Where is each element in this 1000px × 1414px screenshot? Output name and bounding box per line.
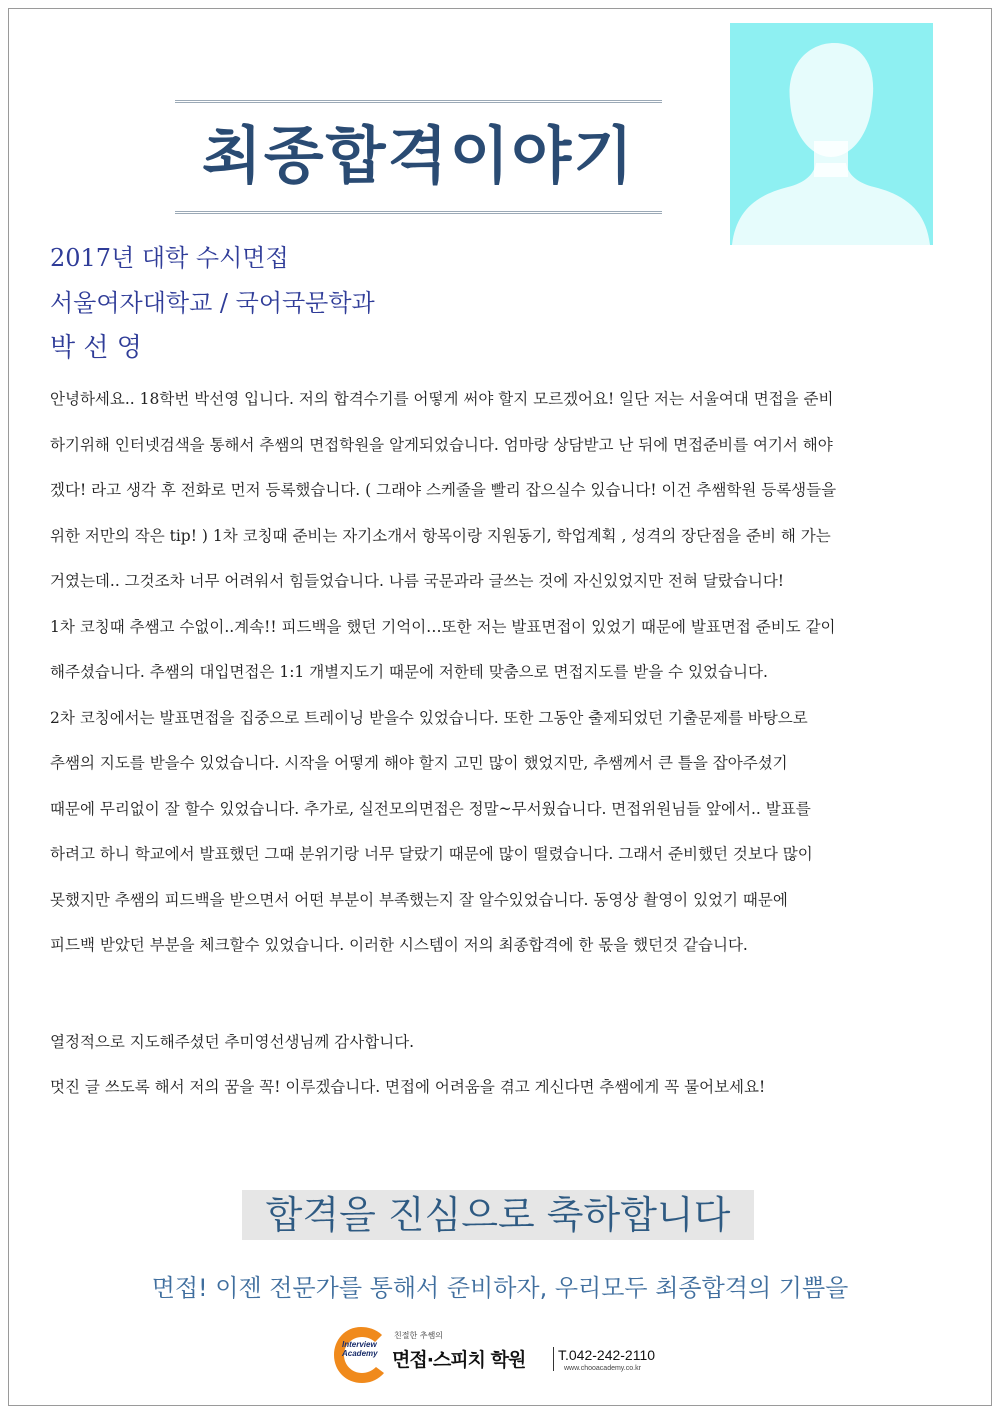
- footer-tagline: 친절한 추쌤의: [394, 1331, 443, 1340]
- story-line: 2차 코칭에서는 발표면접을 집중으로 트레이닝 받을수 있었습니다. 또한 그동안 출제되었던 기출문제를 바탕으로: [50, 708, 808, 727]
- thanks-line: 멋진 글 쓰도록 해서 저의 꿈을 꼭! 이루겠습니다. 면접에 어려움을 겪고 게신다면 추쌤에게 꼭 물어보세요!: [50, 1078, 766, 1096]
- story-line: 1차 코칭때 추쌤고 수없이..계속!! 피드백을 했던 기억이…또한 저는 발표면접이 있었기 때문에 발표면접 준비도 같이: [50, 617, 836, 636]
- footer-brand: 면접·스피치 학원: [392, 1349, 526, 1371]
- story-line: 못했지만 추쌤의 피드백을 받으면서 어떤 부분이 부족했는지 잘 알수있었습니다. 동영상 촬영이 있었기 때문에: [50, 890, 788, 909]
- meta-year-event: 2017년 대학 수시면접: [50, 244, 289, 272]
- logo-line-1: Interview: [342, 1340, 377, 1349]
- title-rule-top: [175, 100, 662, 103]
- slogan: 면접! 이젠 전문가를 통해서 준비하자, 우리모두 최종합격의 기쁨을: [151, 1274, 849, 1302]
- title-block: [175, 100, 662, 214]
- meta-school-dept: 서울여자대학교 / 국어국문학과: [50, 289, 375, 317]
- footer-divider: [553, 1347, 554, 1371]
- footer-logo-block: [332, 1325, 672, 1385]
- meta-name: 박 선 영: [50, 333, 142, 363]
- story-line: 안녕하세요.. 18학번 박선영 입니다. 저의 합격수기를 어떻게 써야 할지 모르겠어요! 일단 저는 서울여대 면접을 준비: [50, 390, 834, 408]
- story-line: 때문에 무리없이 잘 할수 있었습니다. 추가로, 실전모의면접은 정말~무서웠습니다. 면접위원님들 앞에서.. 발표를: [50, 799, 811, 818]
- avatar-head: [790, 43, 874, 157]
- congrats-banner: 합격을 진심으로 축하합니다: [242, 1190, 754, 1240]
- footer-phone: T.042-242-2110: [558, 1347, 656, 1363]
- title-rule-bottom: [175, 211, 662, 214]
- page-title: 최종합격이야기: [201, 119, 636, 192]
- logo-line-2: Academy: [342, 1349, 378, 1358]
- thanks-block: [50, 1020, 765, 1110]
- person-silhouette-icon: [730, 23, 933, 245]
- thanks-line: 열정적으로 지도해주셨던 추미영선생님께 감사합니다.: [50, 1033, 415, 1051]
- story-line: 해주셨습니다. 추쌤의 대입면접은 1:1 개별지도기 때문에 저한테 맞춤으로 면접지도를 받을 수 있었습니다.: [50, 663, 768, 681]
- story-line: 추쌤의 지도를 받을수 있었습니다. 시작을 어떻게 해야 할지 고민 많이 했었지만, 추쌤께서 큰 틀을 잡아주셨기: [50, 754, 788, 772]
- logo-wordmark: [342, 1340, 378, 1358]
- avatar-svg: [730, 23, 933, 245]
- footer-website: www.chooacademy.co.kr: [564, 1365, 641, 1372]
- story-line: 거였는데.. 그것조차 너무 어려워서 힘들었습니다. 나름 국문과라 글쓰는 것에 자신있었지만 전혀 달랐습니다!: [50, 572, 785, 590]
- story-line: 겠다! 라고 생각 후 전화로 먼저 등록했습니다. ( 그래야 스케줄을 빨리 잡으실수 있습니다! 이건 추쌤학원 등록생들을: [50, 481, 837, 499]
- story-line: 하기위해 인터넷검색을 통해서 추쌤의 면접학원을 알게되었습니다. 엄마랑 상담받고 난 뒤에 면접준비를 여기서 해야: [50, 435, 833, 454]
- story-line: 하려고 하니 학교에서 발표했던 그때 분위기랑 너무 달랐기 때문에 많이 떨렸습니다. 그래서 준비했던 것보다 많이: [50, 845, 813, 863]
- story-line: 피드백 받았던 부분을 체크할수 있었습니다. 이러한 시스템이 저의 최종합격에 한 몫을 했던것 같습니다.: [50, 936, 748, 954]
- story-body: [50, 377, 980, 969]
- story-line: 위한 저만의 작은 tip! ) 1차 코칭때 준비는 자기소개서 항목이랑 지원동기, 학업계획 , 성격의 장단점을 준비 해 가는: [50, 526, 831, 545]
